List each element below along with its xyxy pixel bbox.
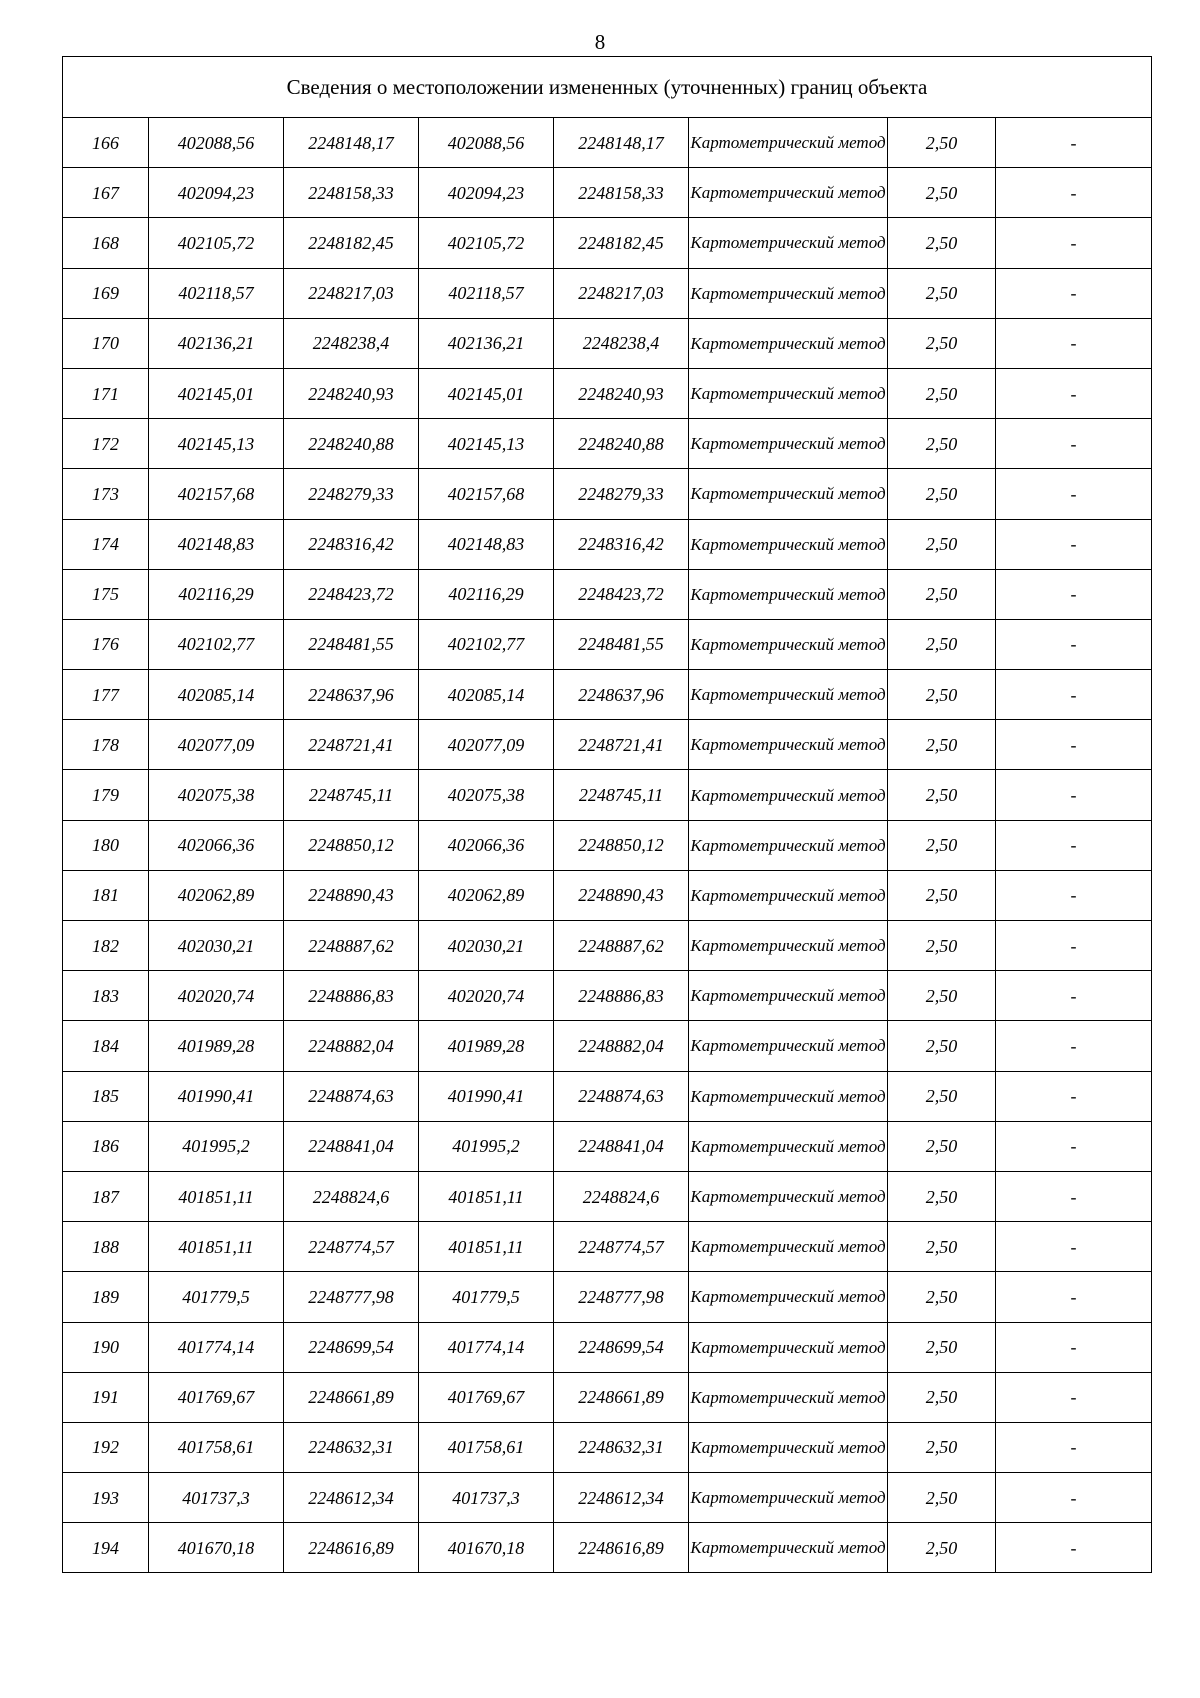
method-cell: Картометрический метод: [689, 268, 888, 318]
y-new-cell: 2248824,6: [554, 1171, 689, 1221]
x-new-cell: 402077,09: [419, 720, 554, 770]
point-number-cell: 183: [63, 971, 149, 1021]
point-number-cell: 168: [63, 218, 149, 268]
y-old-cell: 2248890,43: [284, 870, 419, 920]
y-new-cell: 2248612,34: [554, 1473, 689, 1523]
point-number-cell: 180: [63, 820, 149, 870]
method-cell: Картометрический метод: [689, 469, 888, 519]
point-number-cell: 178: [63, 720, 149, 770]
y-new-cell: 2248182,45: [554, 218, 689, 268]
method-cell: Картометрический метод: [689, 619, 888, 669]
y-old-cell: 2248217,03: [284, 268, 419, 318]
x-new-cell: 401737,3: [419, 1473, 554, 1523]
boundary-coordinates-table: [62, 56, 1152, 1573]
y-new-cell: 2248240,88: [554, 419, 689, 469]
accuracy-cell: 2,50: [888, 770, 996, 820]
y-old-cell: 2248887,62: [284, 921, 419, 971]
method-cell: Картометрический метод: [689, 921, 888, 971]
accuracy-cell: 2,50: [888, 1222, 996, 1272]
x-new-cell: 402105,72: [419, 218, 554, 268]
note-cell: -: [996, 1322, 1152, 1372]
y-new-cell: 2248158,33: [554, 168, 689, 218]
point-number-cell: 186: [63, 1121, 149, 1171]
point-number-cell: 190: [63, 1322, 149, 1372]
accuracy-cell: 2,50: [888, 419, 996, 469]
x-old-cell: 402020,74: [149, 971, 284, 1021]
y-new-cell: 2248777,98: [554, 1272, 689, 1322]
x-new-cell: 401774,14: [419, 1322, 554, 1372]
x-old-cell: 402102,77: [149, 619, 284, 669]
point-number-cell: 185: [63, 1071, 149, 1121]
accuracy-cell: 2,50: [888, 1422, 996, 1472]
y-old-cell: 2248316,42: [284, 519, 419, 569]
note-cell: -: [996, 720, 1152, 770]
y-old-cell: 2248886,83: [284, 971, 419, 1021]
table-row: [63, 720, 1152, 770]
accuracy-cell: 2,50: [888, 1121, 996, 1171]
x-old-cell: 402077,09: [149, 720, 284, 770]
y-old-cell: 2248616,89: [284, 1523, 419, 1573]
y-old-cell: 2248661,89: [284, 1372, 419, 1422]
method-cell: Картометрический метод: [689, 218, 888, 268]
method-cell: Картометрический метод: [689, 1021, 888, 1071]
x-old-cell: 401851,11: [149, 1222, 284, 1272]
point-number-cell: 189: [63, 1272, 149, 1322]
point-number-cell: 191: [63, 1372, 149, 1422]
y-new-cell: 2248616,89: [554, 1523, 689, 1573]
accuracy-cell: 2,50: [888, 870, 996, 920]
page-number: 8: [594, 30, 606, 54]
y-old-cell: 2248841,04: [284, 1121, 419, 1171]
y-old-cell: 2248699,54: [284, 1322, 419, 1372]
y-new-cell: 2248850,12: [554, 820, 689, 870]
point-number-cell: 170: [63, 318, 149, 368]
y-new-cell: 2248316,42: [554, 519, 689, 569]
point-number-cell: 176: [63, 619, 149, 669]
point-number-cell: 179: [63, 770, 149, 820]
note-cell: -: [996, 770, 1152, 820]
y-new-cell: 2248217,03: [554, 268, 689, 318]
table-row: [63, 569, 1152, 619]
point-number-cell: 166: [63, 118, 149, 168]
table-row: [63, 469, 1152, 519]
accuracy-cell: 2,50: [888, 1021, 996, 1071]
y-new-cell: 2248774,57: [554, 1222, 689, 1272]
note-cell: -: [996, 820, 1152, 870]
accuracy-cell: 2,50: [888, 368, 996, 418]
y-new-cell: 2248882,04: [554, 1021, 689, 1071]
x-old-cell: 401670,18: [149, 1523, 284, 1573]
y-old-cell: 2248182,45: [284, 218, 419, 268]
y-old-cell: 2248774,57: [284, 1222, 419, 1272]
note-cell: -: [996, 318, 1152, 368]
x-new-cell: 401670,18: [419, 1523, 554, 1573]
method-cell: Картометрический метод: [689, 720, 888, 770]
note-cell: -: [996, 368, 1152, 418]
x-new-cell: 402094,23: [419, 168, 554, 218]
table-row: [63, 1121, 1152, 1171]
y-old-cell: 2248745,11: [284, 770, 419, 820]
y-old-cell: 2248874,63: [284, 1071, 419, 1121]
method-cell: Картометрический метод: [689, 168, 888, 218]
accuracy-cell: 2,50: [888, 670, 996, 720]
x-new-cell: 402088,56: [419, 118, 554, 168]
x-new-cell: 402030,21: [419, 921, 554, 971]
point-number-cell: 193: [63, 1473, 149, 1523]
accuracy-cell: 2,50: [888, 619, 996, 669]
y-new-cell: 2248632,31: [554, 1422, 689, 1472]
y-old-cell: 2248279,33: [284, 469, 419, 519]
note-cell: -: [996, 569, 1152, 619]
x-old-cell: 402094,23: [149, 168, 284, 218]
table-row: [63, 268, 1152, 318]
method-cell: Картометрический метод: [689, 368, 888, 418]
table-row: [63, 1372, 1152, 1422]
method-cell: Картометрический метод: [689, 1272, 888, 1322]
method-cell: Картометрический метод: [689, 1071, 888, 1121]
x-old-cell: 402157,68: [149, 469, 284, 519]
accuracy-cell: 2,50: [888, 1272, 996, 1322]
method-cell: Картометрический метод: [689, 419, 888, 469]
x-new-cell: 401989,28: [419, 1021, 554, 1071]
note-cell: -: [996, 1523, 1152, 1573]
y-old-cell: 2248882,04: [284, 1021, 419, 1071]
accuracy-cell: 2,50: [888, 1473, 996, 1523]
note-cell: -: [996, 670, 1152, 720]
accuracy-cell: 2,50: [888, 1372, 996, 1422]
point-number-cell: 172: [63, 419, 149, 469]
table-row: [63, 118, 1152, 168]
table-row: [63, 670, 1152, 720]
method-cell: Картометрический метод: [689, 1222, 888, 1272]
x-old-cell: 401995,2: [149, 1121, 284, 1171]
y-new-cell: 2248238,4: [554, 318, 689, 368]
method-cell: Картометрический метод: [689, 1372, 888, 1422]
x-old-cell: 401851,11: [149, 1171, 284, 1221]
x-new-cell: 401769,67: [419, 1372, 554, 1422]
x-old-cell: 402085,14: [149, 670, 284, 720]
point-number-cell: 174: [63, 519, 149, 569]
note-cell: -: [996, 1071, 1152, 1121]
y-old-cell: 2248632,31: [284, 1422, 419, 1472]
method-cell: Картометрический метод: [689, 118, 888, 168]
note-cell: -: [996, 118, 1152, 168]
y-new-cell: 2248637,96: [554, 670, 689, 720]
table-row: [63, 368, 1152, 418]
y-old-cell: 2248423,72: [284, 569, 419, 619]
table-row: [63, 870, 1152, 920]
method-cell: Картометрический метод: [689, 1322, 888, 1372]
method-cell: Картометрический метод: [689, 1422, 888, 1472]
table-row: [63, 318, 1152, 368]
method-cell: Картометрический метод: [689, 318, 888, 368]
note-cell: -: [996, 870, 1152, 920]
y-new-cell: 2248661,89: [554, 1372, 689, 1422]
y-old-cell: 2248238,4: [284, 318, 419, 368]
point-number-cell: 187: [63, 1171, 149, 1221]
accuracy-cell: 2,50: [888, 318, 996, 368]
accuracy-cell: 2,50: [888, 720, 996, 770]
y-old-cell: 2248637,96: [284, 670, 419, 720]
x-new-cell: 402145,01: [419, 368, 554, 418]
point-number-cell: 184: [63, 1021, 149, 1071]
point-number-cell: 169: [63, 268, 149, 318]
x-old-cell: 402118,57: [149, 268, 284, 318]
x-old-cell: 402116,29: [149, 569, 284, 619]
table-row: [63, 218, 1152, 268]
table-row: [63, 770, 1152, 820]
x-new-cell: 402066,36: [419, 820, 554, 870]
point-number-cell: 171: [63, 368, 149, 418]
table-row: [63, 519, 1152, 569]
x-new-cell: 402020,74: [419, 971, 554, 1021]
y-new-cell: 2248890,43: [554, 870, 689, 920]
method-cell: Картометрический метод: [689, 1121, 888, 1171]
x-new-cell: 402148,83: [419, 519, 554, 569]
method-cell: Картометрический метод: [689, 770, 888, 820]
y-new-cell: 2248279,33: [554, 469, 689, 519]
method-cell: Картометрический метод: [689, 971, 888, 1021]
note-cell: -: [996, 168, 1152, 218]
x-new-cell: 402145,13: [419, 419, 554, 469]
accuracy-cell: 2,50: [888, 469, 996, 519]
table-body: [63, 118, 1152, 1573]
y-new-cell: 2248745,11: [554, 770, 689, 820]
table-row: [63, 1523, 1152, 1573]
accuracy-cell: 2,50: [888, 268, 996, 318]
y-old-cell: 2248240,88: [284, 419, 419, 469]
accuracy-cell: 2,50: [888, 519, 996, 569]
x-new-cell: 402157,68: [419, 469, 554, 519]
y-old-cell: 2248612,34: [284, 1473, 419, 1523]
method-cell: Картометрический метод: [689, 1473, 888, 1523]
y-new-cell: 2248887,62: [554, 921, 689, 971]
method-cell: Картометрический метод: [689, 519, 888, 569]
y-new-cell: 2248699,54: [554, 1322, 689, 1372]
y-new-cell: 2248886,83: [554, 971, 689, 1021]
y-old-cell: 2248721,41: [284, 720, 419, 770]
note-cell: -: [996, 1171, 1152, 1221]
x-old-cell: 401769,67: [149, 1372, 284, 1422]
x-new-cell: 401851,11: [419, 1222, 554, 1272]
x-new-cell: 401758,61: [419, 1422, 554, 1472]
accuracy-cell: 2,50: [888, 971, 996, 1021]
table-row: [63, 1272, 1152, 1322]
accuracy-cell: 2,50: [888, 118, 996, 168]
note-cell: -: [996, 469, 1152, 519]
note-cell: -: [996, 1121, 1152, 1171]
accuracy-cell: 2,50: [888, 569, 996, 619]
method-cell: Картометрический метод: [689, 670, 888, 720]
y-new-cell: 2248148,17: [554, 118, 689, 168]
x-new-cell: 401779,5: [419, 1272, 554, 1322]
x-old-cell: 402066,36: [149, 820, 284, 870]
method-cell: Картометрический метод: [689, 820, 888, 870]
table-row: [63, 1322, 1152, 1372]
x-old-cell: 402088,56: [149, 118, 284, 168]
method-cell: Картометрический метод: [689, 569, 888, 619]
x-old-cell: 402105,72: [149, 218, 284, 268]
note-cell: -: [996, 1272, 1152, 1322]
point-number-cell: 177: [63, 670, 149, 720]
x-new-cell: 401851,11: [419, 1171, 554, 1221]
method-cell: Картометрический метод: [689, 1523, 888, 1573]
accuracy-cell: 2,50: [888, 1322, 996, 1372]
x-old-cell: 402148,83: [149, 519, 284, 569]
y-new-cell: 2248423,72: [554, 569, 689, 619]
x-old-cell: 402136,21: [149, 318, 284, 368]
note-cell: -: [996, 921, 1152, 971]
note-cell: -: [996, 1372, 1152, 1422]
x-old-cell: 401779,5: [149, 1272, 284, 1322]
point-number-cell: 181: [63, 870, 149, 920]
y-new-cell: 2248841,04: [554, 1121, 689, 1171]
accuracy-cell: 2,50: [888, 168, 996, 218]
x-new-cell: 402075,38: [419, 770, 554, 820]
y-new-cell: 2248240,93: [554, 368, 689, 418]
x-old-cell: 401774,14: [149, 1322, 284, 1372]
x-new-cell: 401995,2: [419, 1121, 554, 1171]
note-cell: -: [996, 1021, 1152, 1071]
x-new-cell: 402116,29: [419, 569, 554, 619]
x-new-cell: 402102,77: [419, 619, 554, 669]
x-new-cell: 402085,14: [419, 670, 554, 720]
accuracy-cell: 2,50: [888, 820, 996, 870]
accuracy-cell: 2,50: [888, 1071, 996, 1121]
note-cell: -: [996, 971, 1152, 1021]
table-row: [63, 1071, 1152, 1121]
x-old-cell: 402075,38: [149, 770, 284, 820]
x-new-cell: 402062,89: [419, 870, 554, 920]
point-number-cell: 175: [63, 569, 149, 619]
y-old-cell: 2248158,33: [284, 168, 419, 218]
note-cell: -: [996, 268, 1152, 318]
point-number-cell: 167: [63, 168, 149, 218]
x-old-cell: 402145,13: [149, 419, 284, 469]
y-old-cell: 2248481,55: [284, 619, 419, 669]
point-number-cell: 182: [63, 921, 149, 971]
note-cell: -: [996, 1473, 1152, 1523]
table-row: [63, 1222, 1152, 1272]
table-title-row: [63, 57, 1152, 118]
x-old-cell: 401990,41: [149, 1071, 284, 1121]
table-row: [63, 1171, 1152, 1221]
x-old-cell: 402145,01: [149, 368, 284, 418]
table-row: [63, 820, 1152, 870]
note-cell: -: [996, 419, 1152, 469]
x-old-cell: 401989,28: [149, 1021, 284, 1071]
accuracy-cell: 2,50: [888, 1171, 996, 1221]
x-old-cell: 402062,89: [149, 870, 284, 920]
y-old-cell: 2248777,98: [284, 1272, 419, 1322]
y-old-cell: 2248824,6: [284, 1171, 419, 1221]
table-row: [63, 971, 1152, 1021]
y-old-cell: 2248240,93: [284, 368, 419, 418]
note-cell: -: [996, 519, 1152, 569]
note-cell: -: [996, 1222, 1152, 1272]
accuracy-cell: 2,50: [888, 1523, 996, 1573]
table-row: [63, 1422, 1152, 1472]
y-old-cell: 2248148,17: [284, 118, 419, 168]
note-cell: -: [996, 619, 1152, 669]
x-old-cell: 401758,61: [149, 1422, 284, 1472]
y-new-cell: 2248721,41: [554, 720, 689, 770]
table-row: [63, 1473, 1152, 1523]
table-row: [63, 168, 1152, 218]
x-old-cell: 401737,3: [149, 1473, 284, 1523]
table-title: Сведения о местоположении измененных (уточненных) границ объекта: [63, 57, 1152, 118]
point-number-cell: 188: [63, 1222, 149, 1272]
method-cell: Картометрический метод: [689, 870, 888, 920]
x-new-cell: 402136,21: [419, 318, 554, 368]
accuracy-cell: 2,50: [888, 921, 996, 971]
x-new-cell: 401990,41: [419, 1071, 554, 1121]
y-new-cell: 2248874,63: [554, 1071, 689, 1121]
point-number-cell: 173: [63, 469, 149, 519]
accuracy-cell: 2,50: [888, 218, 996, 268]
table-row: [63, 921, 1152, 971]
note-cell: -: [996, 218, 1152, 268]
method-cell: Картометрический метод: [689, 1171, 888, 1221]
point-number-cell: 194: [63, 1523, 149, 1573]
y-new-cell: 2248481,55: [554, 619, 689, 669]
table-row: [63, 619, 1152, 669]
y-old-cell: 2248850,12: [284, 820, 419, 870]
x-old-cell: 402030,21: [149, 921, 284, 971]
table-row: [63, 1021, 1152, 1071]
note-cell: -: [996, 1422, 1152, 1472]
point-number-cell: 192: [63, 1422, 149, 1472]
table-row: [63, 419, 1152, 469]
x-new-cell: 402118,57: [419, 268, 554, 318]
